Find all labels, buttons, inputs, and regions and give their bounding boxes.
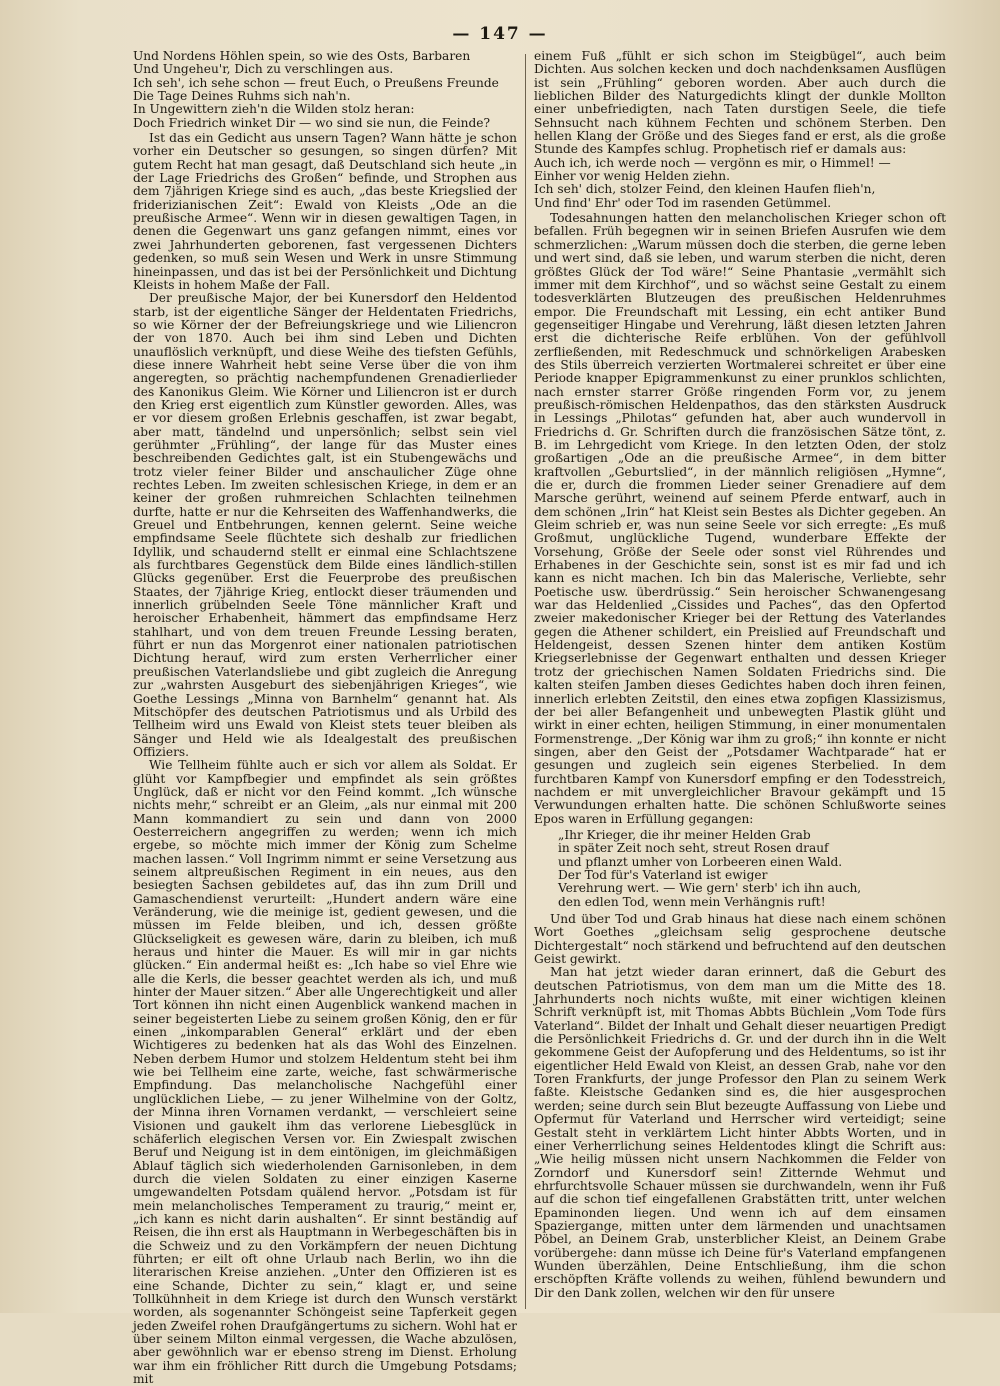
verse-line: Ich seh' dich, stolzer Feind, den kleinen Haufen flieh'n,: [534, 182, 876, 197]
verse-line: Und Ungeheu'r, Dich zu verschlingen aus.: [133, 62, 394, 77]
page-number: — 147 —: [452, 24, 548, 44]
verse-line: in später Zeit noch seht, streut Rosen drauf: [558, 841, 829, 856]
verse-line: In Ungewittern zieh'n die Wilden stolz heran:: [133, 102, 415, 117]
paragraph: Und über Tod und Grab hinaus hat diese nach einem schönen Wort Goethes „gleichsam selig gesprochene deutsche Dichtergestalt“ noch stärkend und befruchtend auf den deutschen Geist gewirkt.: [534, 912, 946, 967]
verse-line: Ich seh', ich sehe schon — freut Euch, o Preußens Freunde: [133, 75, 499, 90]
verse-line: Die Tage Deines Ruhms sich nah'n.: [133, 89, 351, 104]
column-rule: [525, 54, 526, 1309]
verse-block: [534, 157, 946, 210]
verse-line: und pflanzt umher von Lorbeeren einen Wald.: [558, 854, 843, 869]
verse-line: „Ihr Krieger, die ihr meiner Helden Grab: [558, 827, 811, 842]
paragraph: Ist das ein Gedicht aus unsern Tagen? Wann hätte je schon vorher ein Deutscher so gesungen, so singen dürfen? Mit gutem Recht hat man gesagt, daß Deutschland sich heute „in der Lage Friedrichs des Großen“ befinde, und Strophen aus dem 7jährigen Kriege sind es auch, „das beste Kriegslied der friderizianischen Zeit“: Ewald von Kleists „Ode an die preußische Armee“. Wenn wir in diesen gewaltigen Tagen, in denen die Gegenwart uns ganz gefangen nimmt, eines vor zwei Jahrhunderten geborenen, fast vergessenen Dichters gedenken, so muß sein Wesen und Werk in unsre Stimmung hineinpassen, und das ist bei der Persönlichkeit und Dichtung Kleists in hohem Maße der Fall.: [133, 131, 517, 292]
verse-line: Verehrung wert. — Wie gern' sterb' ich ihn auch,: [558, 881, 862, 896]
paragraph: Wie Tellheim fühlte auch er sich vor allem als Soldat. Er glüht vor Kampfbegier und empfindet als sein größtes Unglück, daß er nicht vor den Feind kommt. „Ich wünsche nichts mehr,“ schreibt er an Gleim, „als nur einmal mit 200 Mann kommandiert zu sein und dann von 2000 Oesterreichern angegriffen zu werden; wenn ich mich ergebe, so möchte mich immer der König zum Schelme machen lassen.“ Voll Ingrimm nimmt er seine Versetzung aus seinem altpreußischen Regiment in ein neues, aus den besiegten Sachsen gebildetes auf, das ihn zum Drill und Gamaschendienst verurteilt: „Hundert andern wäre eine Veränderung, wie die meinige ist, gedient gewesen, und die müssen im Felde bleiben, und ich, dessen größte Glückseligkeit es gewesen wäre, darin zu bleiben, ich muß heraus und hinter die Mauer. Es will mir in gar nichts glücken.“ Ein andermal heißt es: „Ich habe so viel Ehre wie alle die Kerls, die besser geachtet werden als ich, und muß hinter der Mauer sitzen.“ Aber alle Ungerechtigkeit und aller Tort können ihn nicht einen Augenblick wankend machen in seiner begeisterten Liebe zu seinem großen König, den er für einen „inkomparablen General“ erklärt und der eben Wichtigeres zu bedenken hat als das Wohl des Einzelnen. Neben derbem Humor und stolzem Heldentum steht bei ihm wie bei Tellheim eine zarte, weiche, fast schwärmerische Empfindung. Das melancholische Nachgefühl einer unglücklichen Liebe, — zu jener Wilhelmine von der Goltz, der Minna ihren Vornamen verdankt, — verschleiert seine Visionen und gaukelt ihm das verlorene Liebesglück in schäferlich elegischen Versen vor. Ein Zwiespalt zwischen Beruf und Neigung ist in dem eintönigen, im gleichmäßigen Ablauf täglich sich wiederholenden Garnisonleben, in dem durch die vielen Soldaten zu einer einzigen Kaserne umgewandelten Potsdam quälend hervor. „Potsdam ist für mein melancholisches Temperament zu traurig,“ meint er, „ich kann es nicht darin aushalten“. Er sinnt beständig auf Reisen, die ihn erst als Hauptmann in Werbegeschäften bis in die Schweiz und zu den Vorkämpfern der neuen Dichtung führten; er eilt oft ohne Urlaub nach Berlin, wo ihn die literarischen Kreise anziehen. „Unter den Offizieren ist es eine Schande, Dichter zu sein,“ klagt er, und seine Tollkühnheit in dem Kriege ist durch den Wunsch verstärkt worden, als sogenannter Schöngeist seine Tapferkeit gegen jeden Zweifel rohen Draufgängertums zu sichern. Wohl hat er über seinem Milton einmal vergessen, die Wache abzulösen, aber gewöhnlich war er ebenso streng im Dienst. Erholung war ihm ein fröhlicher Ritt durch die Umgebung Potsdams; mit: [133, 758, 517, 1386]
paragraph: Der preußische Major, der bei Kunersdorf den Heldentod starb, ist der eigentliche Sänger der Heldentaten Friedrichs, so wie Körner der der Befreiungskriege und wie Liliencron der von 1870. Auch bei ihm sind Leben und Dichten unauflöslich verknüpft, und diese Weihe des tiefsten Gefühls, diese innere Wahrheit hebt seine Verse über die von ihm angeregten, so prächtig nachempfundenen Grenadierlieder des Kanonikus Gleim. Wie Körner und Liliencron ist er durch den Krieg erst eigentlich zum Künstler geworden. Alles, was er vor diesem großen Erlebnis geschaffen, ist zwar begabt, aber matt, tändelnd und unpersönlich; selbst sein viel gerühmter „Frühling“, der lange für das Muster eines beschreibenden Gedichtes galt, ist ein Stubengewächs und trotz vieler feiner Bilder und anschaulicher Züge ohne rechtes Leben. Im zweiten schlesischen Kriege, in dem er an keiner der großen ruhmreichen Schlachten teilnehmen durfte, hatte er nur die Kehrseiten des Waffenhandwerks, die Greuel und Entbehrungen, kennen gelernt. Seine weiche empfindsame Seele flüchtete sich deshalb zur friedlichen Idyllik, und schaudernd stellt er einmal eine Schlachtszene als furchtbares Gegenstück dem Bilde eines ländlich-stillen Glücks gegenüber. Erst die Feuerprobe des preußischen Staates, der 7jährige Krieg, entlockt dieser träumenden und innerlich grübelnden Seele Töne männlicher Kraft und heroischer Erhabenheit, hämmert das empfindsame Herz stahlhart, und von dem treuen Freunde Lessing beraten, führt er nun das Morgenrot einer nationalen patriotischen Dichtung herauf, wird zum ersten Verherrlicher einer preußischen Vaterlandsliebe und gibt zugleich die Anregung zur „wahrsten Ausgeburt des siebenjährigen Krieges“, wie Goethe Lessings „Minna von Barnhelm“ genannt hat. Als Mitschöpfer des deutschen Patriotismus und als Urbild des Tellheim wird uns Ewald von Kleist stets teuer bleiben als Sänger und Held wie als Idealgestalt des preußischen Offiziers.: [133, 291, 517, 759]
verse-block: [534, 829, 946, 909]
left-column: [133, 49, 517, 1386]
verse-line: Auch ich, ich werde noch — vergönn es mir, o Himmel! —: [534, 155, 891, 170]
verse-line: Der Tod für's Vaterland ist ewiger: [558, 867, 768, 882]
paragraph: Todesahnungen hatten den melancholischen Krieger schon oft befallen. Früh begegnen wir in seinen Briefen Ausrufen wie dem schmerzlichen: „Warum müssen doch die sterben, die gerne leben und wert sind, daß sie leben, und warum sterben die nicht, deren größtes Glück der Tod wäre!“ Seine Phantasie „vermählt sich immer mit dem Kirchhof“, und so wächst seine Gestalt zu einem todesverklärten Blutzeugen des preußischen Heldenruhmes empor. Die Freundschaft mit Lessing, ein echt antiker Bund gegenseitiger Hingabe und Verehrung, läßt diesen letzten Jahren erst die dichterische Reife erblühen. Von der gefühlvoll zerfließenden, mit Redeschmuck und schnörkeligen Arabesken des Stils überreich verzierten Wortmalerei schreitet er über eine Periode knapper Epigrammenkunst zu einer prunklos schlichten, nach ernster starrer Größe ringenden Form vor, zu jenem preußisch-römischen Heldenpathos, das den stärksten Ausdruck in Lessings „Philotas“ gefunden hat, aber auch wundervoll in Friedrichs d. Gr. Schriften durch die französischen Sätze tönt, z. B. im Lehrgedicht vom Kriege. In den letzten Oden, der stolz großartigen „Ode an die preußische Armee“, in dem bitter kraftvollen „Geburtslied“, in der männlich religiösen „Hymne“, die er, durch die frommen Lieder seiner Grenadiere auf dem Marsche gerührt, weinend auf seinem Pferde entwarf, auch in dem schönen „Irin“ hat Kleist sein Bestes als Dichter gegeben. An Gleim schrieb er, was nun seine Seele vor sich erregte: „Es muß Großmut, unglückliche Tugend, wunderbare Effekte der Vorsehung, Größe der Seele oder sonst viel Rührendes und Erhabenes in der Geschichte sein, sonst ist es mir fad und ich kann es nicht machen. Ich bin das Malerische, Verliebte, sehr Poetische usw. überdrüssig.“ Sein heroischer Schwanengesang war das Heldenlied „Cissides und Paches“, das den Opfertod zweier makedonischer Krieger bei der Rettung des Vaterlandes gegen die Athener schildert, ein Preislied auf Freundschaft und Heldengeist, dessen Szenen hinter dem antiken Kostüm Kriegserlebnisse der Gegenwart enthalten und dessen Krieger trotz der griechischen Namen Soldaten Friedrichs sind. Die kalten steifen Jamben dieses Gedichtes haben doch ihren feinen, innerlich erlebten Zeitstil, den eines etwa zopfigen Klassizismus, der bei aller Befangenheit und unbewegten Plastik glüht und wirkt in einer echten, heiligen Stimmung, in einer monumentalen Formenstrenge. „Der König war ihm zu groß;“ ihn konnte er nicht singen, aber den Geist der „Potsdamer Wachtparade“ hat er gesungen und zugleich sein eigenes Sterbelied. In dem furchtbaren Kampf von Kunersdorf empfing er den Todesstreich, nachdem er mit unvergleichlicher Bravour gekämpft und 15 Verwundungen erhalten hatte. Die schönen Schlußworte seines Epos waren in Erfüllung gegangen:: [534, 211, 946, 826]
verse-line: Einher vor wenig Helden ziehn.: [534, 169, 730, 184]
verse-line: den edlen Tod, wenn mein Verhängnis ruft!: [558, 894, 826, 909]
paragraph: Man hat jetzt wieder daran erinnert, daß die Geburt des deutschen Patriotismus, von dem man um die Mitte des 18. Jahrhunderts noch nichts wußte, mit einer wichtigen kleinen Schrift verknüpft ist, mit Thomas Abbts Büchlein „Vom Tode fürs Vaterland“. Bildet der Inhalt und Gehalt dieser neuartigen Predigt die Persönlichkeit Friedrichs d. Gr. und der durch ihn in die Welt gekommene Geist der Aufopferung und des Heldentums, so ist ihr eigentlicher Held Ewald von Kleist, an dessen Grab, nahe vor den Toren Frankfurts, der junge Professor den Plan zu seinem Werk faßte. Kleistsche Gedanken sind es, die hier ausgesprochen werden; seine durch sein Blut bezeugte Auffassung von Liebe und Opfermut für Vaterland und Herrscher wird verteidigt; seine Gestalt steht in verklärtem Licht hinter Abbts Worten, und in einer Verherrlichung seines Heldentodes klingt die Schrift aus: „Wie heilig müssen nicht unsern Nachkommen die Felder von Zorndorf und Kunersdorf sein! Zitternde Wehmut und ehrfurchtsvolle Schauer müssen sie durchwandeln, wenn ihr Fuß auf die schon tief eingefallenen Grabstätten tritt, unter welchen Epaminonden liegen. Und wenn ich auf dem einsamen Spaziergange, mitten unter dem lärmenden und unachtsamen Pöbel, an Deinem Grab, unsterblicher Kleist, an Deinem Grabe vorübergehe: dann müsse ich Deine für's Vaterland empfangenen Wunden überzählen, Deine Entschließung, ihm die schon erschöpften Kräfte vollends zu weihen, fühlend bewundern und Dir den Dank zollen, welchen wir den für unsere: [534, 965, 946, 1300]
verse-block: [133, 50, 517, 130]
verse-line: Und Nordens Höhlen spein, so wie des Osts, Barbaren: [133, 49, 471, 63]
paragraph: einem Fuß „fühlt er sich schon im Steigbügel“, auch beim Dichten. Aus solchen kecken und doch nachdenksamen Ausflügen ist sein „Frühling“ geboren worden. Aber auch durch die lieblichen Bilder des Naturgedichts klingt der dunkle Mollton einer unbefriedigten, nach Taten durstigen Seele, die tiefe Sehnsucht nach kühnem Fechten und schönem Sterben. Den hellen Klang der Größe und des Sieges fand er erst, als die große Stunde des Kampfes schlug. Prophetisch rief er damals aus:: [534, 49, 946, 157]
right-column: [534, 50, 946, 1312]
verse-line: Und find' Ehr' oder Tod im rasenden Getümmel.: [534, 195, 832, 210]
verse-line: Doch Friedrich winket Dir — wo sind sie nun, die Feinde?: [133, 115, 491, 130]
